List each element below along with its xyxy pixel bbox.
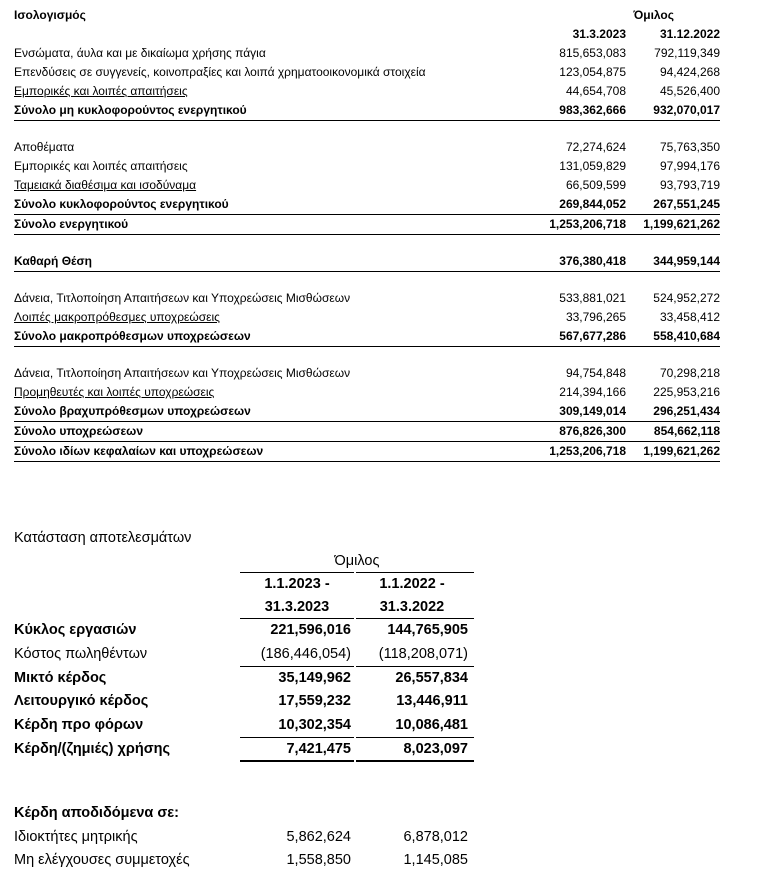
income-statement-table: [14, 526, 474, 873]
row-value-prior: 1,145,085: [403, 852, 468, 869]
total-row: [14, 195, 720, 215]
row-value-current: 35,149,962: [278, 669, 351, 686]
row-label: Λοιπές μακροπρόθεσμες υποχρεώσεις: [14, 310, 220, 324]
balance-sheet-column-headers: [14, 25, 720, 44]
balance-sheet-header: [14, 6, 720, 25]
total-row: [14, 422, 720, 442]
row-value-current: 5,862,624: [286, 828, 351, 845]
row-value-current: 7,421,475: [286, 740, 351, 757]
row-label: Εμπορικές και λοιπές απαιτήσεις: [14, 84, 188, 98]
row-value-current: 221,596,016: [270, 622, 351, 638]
row-label: Σύνολο μακροπρόθεσμων υποχρεώσεων: [14, 329, 251, 343]
column-header-31-3-2023: 31.3.2023: [572, 27, 626, 41]
table-row: [14, 826, 474, 850]
row-value-prior: 75,763,350: [659, 140, 720, 154]
income-statement-group-header: Όμιλος: [334, 553, 380, 569]
table-row: [14, 289, 720, 308]
table-row: [14, 849, 474, 873]
row-value-current: 10,302,354: [278, 717, 351, 734]
row-value-prior: 144,765,905: [387, 622, 468, 638]
row-label: Σύνολο βραχυπρόθεσμων υποχρεώσεων: [14, 404, 251, 418]
row-value-prior: 225,953,216: [653, 385, 720, 399]
row-label: Σύνολο ιδίων κεφαλαίων και υποχρεώσεων: [14, 444, 264, 458]
income-statement-title: Κατάσταση αποτελεσμάτων: [14, 530, 192, 546]
row-value-prior: 97,994,176: [659, 159, 720, 173]
balance-sheet-table: [14, 6, 720, 462]
row-value-current: 376,380,418: [559, 254, 626, 268]
row-value-current: 983,362,666: [559, 103, 626, 117]
total-row: [14, 442, 720, 462]
row-value-current: 17,559,232: [278, 693, 351, 710]
attributable-title: [14, 802, 474, 826]
row-value-prior: 8,023,097: [403, 740, 468, 757]
row-value-prior: 296,251,434: [653, 404, 720, 418]
row-label: Ιδιοκτήτες μητρικής: [14, 828, 138, 845]
row-value-prior: 524,952,272: [653, 291, 720, 305]
row-value-prior: 792,119,349: [654, 46, 720, 60]
row-value-current: 1,558,850: [286, 852, 351, 869]
total-row: [14, 402, 720, 422]
table-row: [14, 176, 720, 195]
row-value-current: 567,677,286: [559, 329, 626, 343]
row-value-prior: 932,070,017: [653, 103, 720, 117]
total-row: [14, 215, 720, 235]
total-row: [14, 327, 720, 347]
total-row: [14, 101, 720, 121]
row-label: Κύκλος εργασιών: [14, 622, 137, 638]
row-label: Δάνεια, Τιτλοποίηση Απαιτήσεων και Υποχρεώσεις Μισθώσεων: [14, 291, 351, 305]
row-label: Μικτό κέρδος: [14, 669, 107, 686]
row-value-current: (186,446,054): [260, 645, 351, 662]
income-statement-header-row-1: [14, 573, 474, 596]
table-row: [14, 157, 720, 176]
row-label: Ταμειακά διαθέσιμα και ισοδύναμα: [14, 178, 197, 192]
income-statement-header-row-2: [14, 596, 474, 619]
column-header-q1-2022-start: 1.1.2022 -: [379, 576, 445, 592]
table-row: [14, 82, 720, 101]
column-header-q1-2023-start: 1.1.2023 -: [264, 576, 330, 592]
row-value-current: 1,253,206,718: [549, 444, 626, 458]
table-row: [14, 643, 474, 667]
table-row: [14, 738, 474, 762]
table-row: [14, 364, 720, 383]
balance-sheet-group-header: Όμιλος: [633, 8, 674, 22]
row-value-prior: 45,526,400: [659, 84, 720, 98]
row-value-prior: 1,199,621,262: [643, 444, 720, 458]
table-row: [14, 138, 720, 157]
table-row: [14, 690, 474, 714]
table-row: [14, 714, 474, 738]
row-label: Σύνολο ενεργητικού: [14, 217, 129, 231]
table-row: [14, 63, 720, 82]
row-value-current: 131,059,829: [559, 159, 626, 173]
row-value-prior: 33,458,412: [659, 310, 720, 324]
row-label: Σύνολο μη κυκλοφορούντος ενεργητικού: [14, 103, 247, 117]
row-value-current: 72,274,624: [565, 140, 626, 154]
row-value-current: 533,881,021: [559, 291, 626, 305]
row-value-prior: 344,959,144: [653, 254, 720, 268]
row-label: Κέρδη προ φόρων: [14, 717, 144, 734]
row-label: Εμπορικές και λοιπές απαιτήσεις: [14, 159, 188, 173]
table-row: [14, 667, 474, 691]
row-value-current: 815,653,083: [559, 46, 626, 60]
row-value-current: 309,149,014: [559, 404, 626, 418]
row-value-prior: 1,199,621,262: [643, 217, 720, 231]
row-value-prior: 26,557,834: [395, 669, 468, 686]
row-value-prior: 13,446,911: [396, 693, 468, 710]
income-statement-group-row: [14, 550, 474, 573]
table-row: [14, 308, 720, 327]
row-value-prior: 6,878,012: [403, 828, 468, 845]
column-header-31-12-2022: 31.12.2022: [659, 27, 720, 41]
table-row: [14, 619, 474, 643]
row-label: Προμηθευτές και λοιπές υποχρεώσεις: [14, 385, 215, 399]
row-value-prior: 854,662,118: [653, 424, 720, 438]
row-value-current: 876,826,300: [559, 424, 626, 438]
column-header-q1-2023-end: 31.3.2023: [264, 599, 330, 615]
row-label: Δάνεια, Τιτλοποίηση Απαιτήσεων και Υποχρεώσεις Μισθώσεων: [14, 366, 351, 380]
column-header-q1-2022-end: 31.3.2022: [379, 599, 445, 615]
row-label: Σύνολο κυκλοφορούντος ενεργητικού: [14, 197, 229, 211]
row-value-prior: 558,410,684: [653, 329, 720, 343]
row-value-current: 1,253,206,718: [549, 217, 626, 231]
row-value-current: 94,754,848: [565, 366, 626, 380]
total-row: [14, 252, 720, 272]
row-value-current: 66,509,599: [565, 178, 626, 192]
row-label: Καθαρή Θέση: [14, 254, 93, 268]
row-label: Σύνολο υποχρεώσεων: [14, 424, 143, 438]
row-value-current: 214,394,166: [559, 385, 626, 399]
balance-sheet-title: Ισολογισμός: [14, 8, 86, 22]
row-value-prior: 93,793,719: [659, 178, 720, 192]
row-label: Αποθέματα: [14, 140, 75, 154]
row-label: Μη ελέγχουσες συμμετοχές: [14, 852, 190, 869]
row-label: Λειτουργικό κέρδος: [14, 693, 149, 710]
table-row: [14, 44, 720, 63]
row-value-prior: 70,298,218: [659, 366, 720, 380]
row-value-prior: (118,208,071): [378, 645, 468, 662]
row-label: Ενσώματα, άυλα και με δικαίωμα χρήσης πάγια: [14, 46, 266, 60]
attributable-heading: Κέρδη αποδιδόμενα σε:: [14, 804, 179, 821]
row-value-prior: 10,086,481: [395, 717, 468, 734]
row-value-prior: 94,424,268: [659, 65, 720, 79]
table-row: [14, 383, 720, 402]
row-label: Επενδύσεις σε συγγενείς, κοινοπραξίες και λοιπά χρηματοοικονομικά στοιχεία: [14, 65, 426, 79]
row-value-current: 44,654,708: [565, 84, 626, 98]
row-value-current: 269,844,052: [559, 197, 626, 211]
row-label: Κέρδη/(ζημιές) χρήσης: [14, 740, 171, 757]
row-value-prior: 267,551,245: [653, 197, 720, 211]
row-label: Κόστος πωληθέντων: [14, 645, 148, 662]
row-value-current: 33,796,265: [565, 310, 626, 324]
row-value-current: 123,054,875: [559, 65, 626, 79]
